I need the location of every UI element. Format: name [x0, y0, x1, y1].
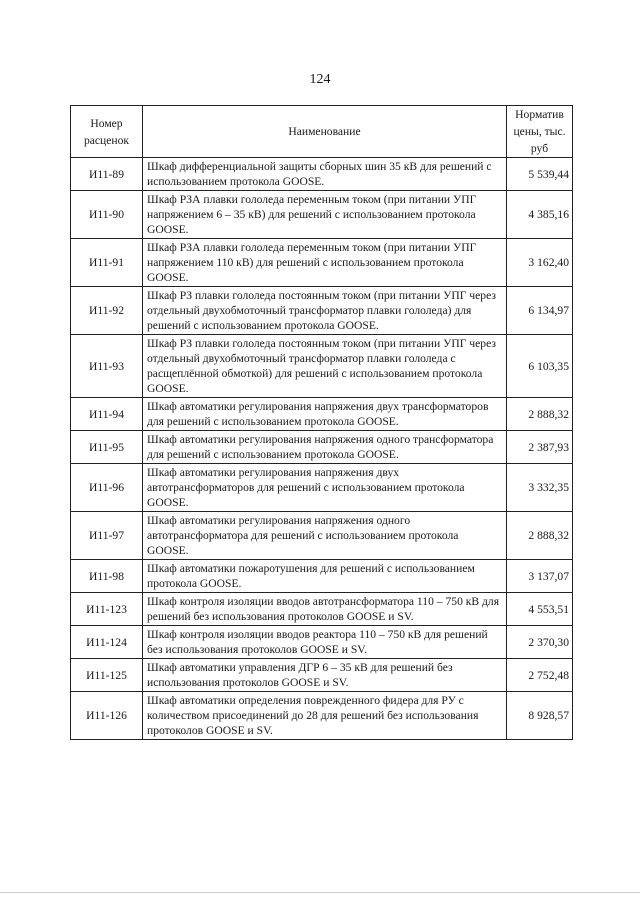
row-name: Шкаф автоматики пожаротушения для решений с использованием протокола GOOSE.: [143, 560, 507, 593]
row-price: 2 387,93: [507, 431, 573, 464]
table-row: [71, 287, 573, 335]
row-name: Шкаф РЗ плавки гололеда постоянным током (при питании УПГ через отдельный двухобмоточный трансформатор плавки гололеда с расщеплённой обмоткой) для решений с использованием протокола GOOSE.: [143, 335, 507, 398]
table-row: [71, 431, 573, 464]
row-price: 6 103,35: [507, 335, 573, 398]
row-price: 4 385,16: [507, 191, 573, 239]
row-price: 3 332,35: [507, 464, 573, 512]
table-row: [71, 398, 573, 431]
row-price: 2 752,48: [507, 659, 573, 692]
table-body: [71, 158, 573, 740]
table-row: [71, 593, 573, 626]
table-header-row: [71, 106, 573, 158]
row-code: И11-97: [71, 512, 143, 560]
price-table: [70, 105, 573, 740]
row-price: 2 888,32: [507, 512, 573, 560]
row-price: 4 553,51: [507, 593, 573, 626]
row-name: Шкаф автоматики регулирования напряжения одного автотрансформатора для решений с использованием протокола GOOSE.: [143, 512, 507, 560]
row-price: 3 137,07: [507, 560, 573, 593]
row-code: И11-124: [71, 626, 143, 659]
row-price: 3 162,40: [507, 239, 573, 287]
table-row: [71, 158, 573, 191]
scan-edge-line: [0, 892, 640, 893]
row-code: И11-94: [71, 398, 143, 431]
header-name: Наименование: [143, 106, 507, 158]
row-code: И11-125: [71, 659, 143, 692]
row-code: И11-90: [71, 191, 143, 239]
table-row: [71, 692, 573, 740]
row-name: Шкаф контроля изоляции вводов автотрансформатора 110 – 750 кВ для решений без использования протоколов GOOSE и SV.: [143, 593, 507, 626]
row-price: 6 134,97: [507, 287, 573, 335]
row-name: Шкаф РЗА плавки гололеда переменным током (при питании УПГ напряжением 6 – 35 кВ) для решений с использованием протокола GOOSE.: [143, 191, 507, 239]
table-row: [71, 560, 573, 593]
row-code: И11-93: [71, 335, 143, 398]
table-row: [71, 464, 573, 512]
row-name: Шкаф автоматики регулирования напряжения двух автотрансформаторов для решений с использованием протокола GOOSE.: [143, 464, 507, 512]
row-code: И11-92: [71, 287, 143, 335]
header-code: Номер расценок: [71, 106, 143, 158]
row-name: Шкаф автоматики регулирования напряжения двух трансформаторов для решений с использованием протокола GOOSE.: [143, 398, 507, 431]
row-name: Шкаф РЗА плавки гололеда переменным током (при питании УПГ напряжением 110 кВ) для решений с использованием протокола GOOSE.: [143, 239, 507, 287]
header-price: Норматив цены, тыс. руб: [507, 106, 573, 158]
table-row: [71, 335, 573, 398]
row-code: И11-126: [71, 692, 143, 740]
row-price: 2 370,30: [507, 626, 573, 659]
table-row: [71, 191, 573, 239]
table-row: [71, 626, 573, 659]
row-name: Шкаф автоматики регулирования напряжения одного трансформатора для решений с использованием протокола GOOSE.: [143, 431, 507, 464]
page-number: 124: [309, 72, 331, 87]
row-price: 8 928,57: [507, 692, 573, 740]
row-code: И11-96: [71, 464, 143, 512]
table-row: [71, 512, 573, 560]
row-name: Шкаф контроля изоляции вводов реактора 110 – 750 кВ для решений без использования протоколов GOOSE и SV.: [143, 626, 507, 659]
row-code: И11-123: [71, 593, 143, 626]
row-code: И11-98: [71, 560, 143, 593]
table-row: [71, 659, 573, 692]
row-code: И11-95: [71, 431, 143, 464]
row-price: 2 888,32: [507, 398, 573, 431]
row-name: Шкаф дифференциальной защиты сборных шин 35 кВ для решений с использованием протокола GOOSE.: [143, 158, 507, 191]
table-row: [71, 239, 573, 287]
row-code: И11-89: [71, 158, 143, 191]
row-name: Шкаф автоматики определения поврежденного фидера для РУ с количеством присоединений до 28 для решений без использования протоколов GOOSE и SV.: [143, 692, 507, 740]
row-name: Шкаф РЗ плавки гололеда постоянным током (при питании УПГ через отдельный двухобмоточный трансформатор плавки гололеда) для решений с использованием протокола GOOSE.: [143, 287, 507, 335]
row-code: И11-91: [71, 239, 143, 287]
row-price: 5 539,44: [507, 158, 573, 191]
row-name: Шкаф автоматики управления ДГР 6 – 35 кВ для решений без использования протоколов GOOSE и SV.: [143, 659, 507, 692]
